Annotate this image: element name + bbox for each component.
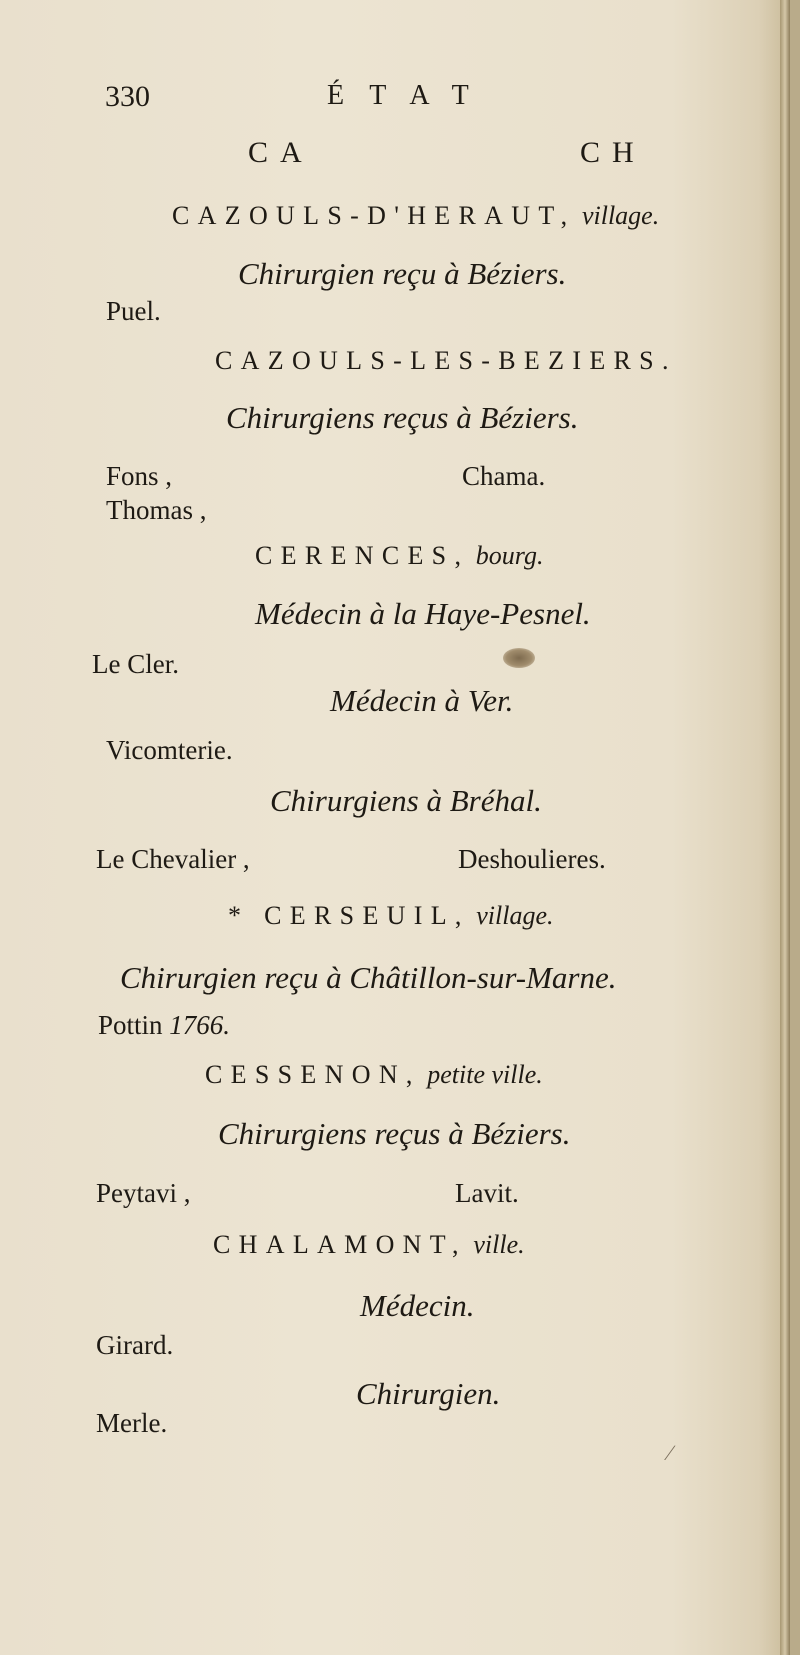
practitioner-year: 1766.	[169, 1010, 231, 1040]
place-name: * CERSEUIL,	[228, 901, 470, 930]
place-cerences	[255, 543, 543, 569]
practitioner-name: Deshoulieres.	[458, 844, 606, 874]
place-cazouls-les-beziers	[215, 348, 677, 374]
ink-stain	[503, 648, 535, 668]
place-name: CERENCES,	[255, 541, 470, 570]
page-gutter	[780, 0, 790, 1655]
guide-word-right: CH	[580, 136, 646, 169]
section-heading: Médecin.	[360, 1288, 475, 1323]
place-type: petite ville.	[427, 1060, 543, 1089]
section-heading: Chirurgiens reçus à Béziers.	[226, 400, 579, 435]
practitioner-name: Le Chevalier ,	[96, 844, 250, 874]
place-name: CAZOULS-LES-BEZIERS.	[215, 346, 677, 375]
running-head: ÉTAT	[327, 80, 494, 111]
place-cessenon	[205, 1062, 543, 1088]
practitioner-name: Peytavi ,	[96, 1178, 191, 1208]
place-cazouls-d-heraut	[172, 203, 659, 229]
practitioner-name	[98, 1012, 230, 1039]
page-number: 330	[105, 80, 150, 113]
place-type: bourg.	[475, 541, 544, 570]
section-heading: Médecin à Ver.	[330, 683, 514, 718]
place-cerseuil	[228, 903, 554, 929]
section-heading: Médecin à la Haye-Pesnel.	[255, 596, 591, 631]
practitioner-name: Fons ,	[106, 461, 173, 491]
practitioner-name: Girard.	[96, 1330, 174, 1360]
practitioner-name: Merle.	[96, 1408, 168, 1438]
practitioner-surname: Pottin	[98, 1010, 163, 1040]
place-chalamont	[213, 1232, 525, 1258]
practitioner-name: Vicomterie.	[106, 735, 233, 765]
practitioner-name: Thomas ,	[106, 495, 207, 525]
section-heading: Chirurgiens reçus à Béziers.	[218, 1116, 571, 1151]
practitioner-name: Chama.	[462, 461, 546, 491]
section-heading: Chirurgien.	[356, 1376, 501, 1411]
place-name: CAZOULS-D'HERAUT,	[172, 201, 576, 230]
practitioner-name: Le Cler.	[92, 649, 179, 679]
place-type: village.	[581, 201, 660, 230]
guide-word-left: CA	[248, 136, 314, 169]
place-name: CHALAMONT,	[213, 1230, 467, 1259]
section-heading: Chirurgien reçu à Châtillon-sur-Marne.	[120, 960, 617, 995]
place-type: ville.	[473, 1230, 525, 1259]
place-name: CESSENON,	[205, 1060, 421, 1089]
section-heading: Chirurgiens à Bréhal.	[270, 783, 542, 818]
practitioner-name: Puel.	[106, 296, 161, 326]
section-heading: Chirurgien reçu à Béziers.	[238, 256, 567, 291]
place-type: village.	[476, 901, 554, 930]
pencil-mark-icon: ∕	[668, 1440, 672, 1465]
practitioner-name: Lavit.	[455, 1178, 519, 1208]
